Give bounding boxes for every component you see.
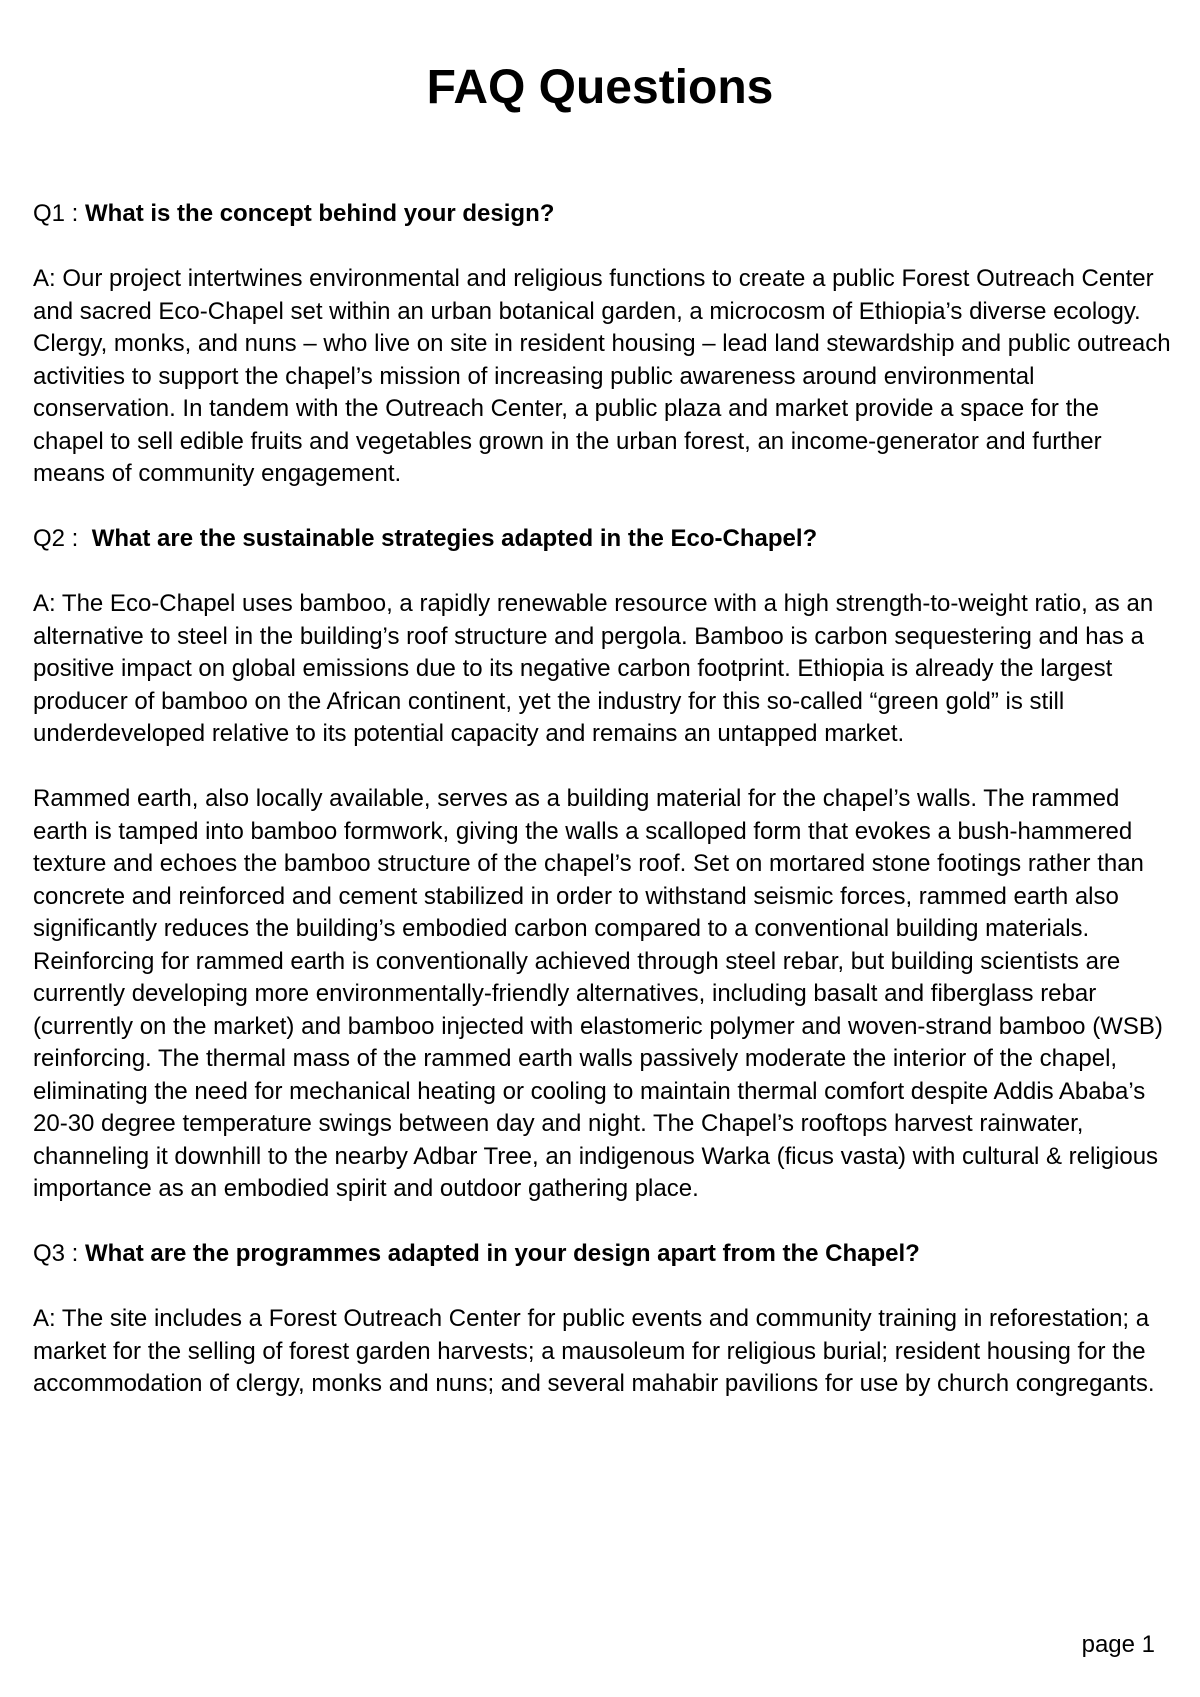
question-prefix: Q1 : (33, 200, 86, 227)
spacer (33, 1271, 1173, 1304)
question-text: What is the concept behind your design? (85, 200, 555, 227)
faq-question-3 (33, 1238, 1173, 1271)
question-prefix: Q2 : (33, 525, 92, 552)
spacer (33, 491, 1173, 524)
faq-answer-2-paragraph-2: Rammed earth, also locally available, serves as a building material for the chapel’s walls. The rammed earth is tamped into bamboo formwork, giving the walls a scalloped form that evokes a bush-hammered texture and echoes the bamboo structure of the chapel’s roof. Set on mortared stone footings rather than concrete and reinforced and cement stabilized in order to withstand seismic forces, rammed earth also significantly reduces the building’s embodied carbon compared to a conventional building materials. Reinforcing for rammed earth is conventionally achieved through steel rebar, but building scientists are currently developing more environmentally-friendly alternatives, including basalt and fiberglass rebar (currently on the market) and bamboo injected with elastomeric polymer and woven-strand bamboo (WSB) reinforcing. The thermal mass of the rammed earth walls passively moderate the interior of the chapel, eliminating the need for mechanical heating or cooling to maintain thermal comfort despite Addis Ababa’s 20-30 degree temperature swings between day and night. The Chapel’s rooftops harvest rainwater, channeling it downhill to the nearby Adbar Tree, an indigenous Warka (ficus vasta) with cultural & religious importance as an embodied spirit and outdoor gathering place. (33, 785, 1163, 1202)
question-prefix: Q3 : (33, 1240, 86, 1267)
question-text: What are the programmes adapted in your design apart from the Chapel? (85, 1240, 920, 1267)
faq-content (33, 198, 1173, 1401)
faq-answer-2-paragraph-1: A: The Eco-Chapel uses bamboo, a rapidly renewable resource with a high strength-to-weight ratio, as an alternative to steel in the building’s roof structure and pergola. Bamboo is carbon sequestering and has a positive impact on global emissions due to its negative carbon footprint. Ethiopia is already the largest producer of bamboo on the African continent, yet the industry for this so-called “green gold” is still underdeveloped relative to its potential capacity and remains an untapped market. (33, 590, 1154, 747)
spacer (33, 231, 1173, 264)
faq-answer-3: A: The site includes a Forest Outreach Center for public events and community training in reforestation; a market for the selling of forest garden harvests; a mausoleum for religious burial; resident housing for the accommodation of clergy, monks and nuns; and several mahabir pavilions for use by church congregants. (33, 1305, 1155, 1397)
faq-question-1 (33, 198, 1173, 231)
spacer (33, 1206, 1173, 1239)
faq-answer-1: A: Our project intertwines environmental and religious functions to create a public Forest Outreach Center and sacred Eco-Chapel set within an urban botanical garden, a microcosm of Ethiopia’s diverse ecology. Clergy, monks, and nuns – who live on site in resident housing – lead land stewardship and public outreach activities to support the chapel’s mission of increasing public awareness around environmental conservation. In tandem with the Outreach Center, a public plaza and market provide a space for the chapel to sell edible fruits and vegetables grown in the urban forest, an income-generator and further means of community engagement. (33, 265, 1171, 487)
spacer (33, 751, 1173, 784)
page-number: page 1 (1081, 1631, 1155, 1658)
spacer (33, 556, 1173, 589)
page-title: FAQ Questions (426, 61, 774, 114)
question-text: What are the sustainable strategies adapted in the Eco-Chapel? (91, 525, 818, 552)
faq-question-2 (33, 523, 1173, 556)
